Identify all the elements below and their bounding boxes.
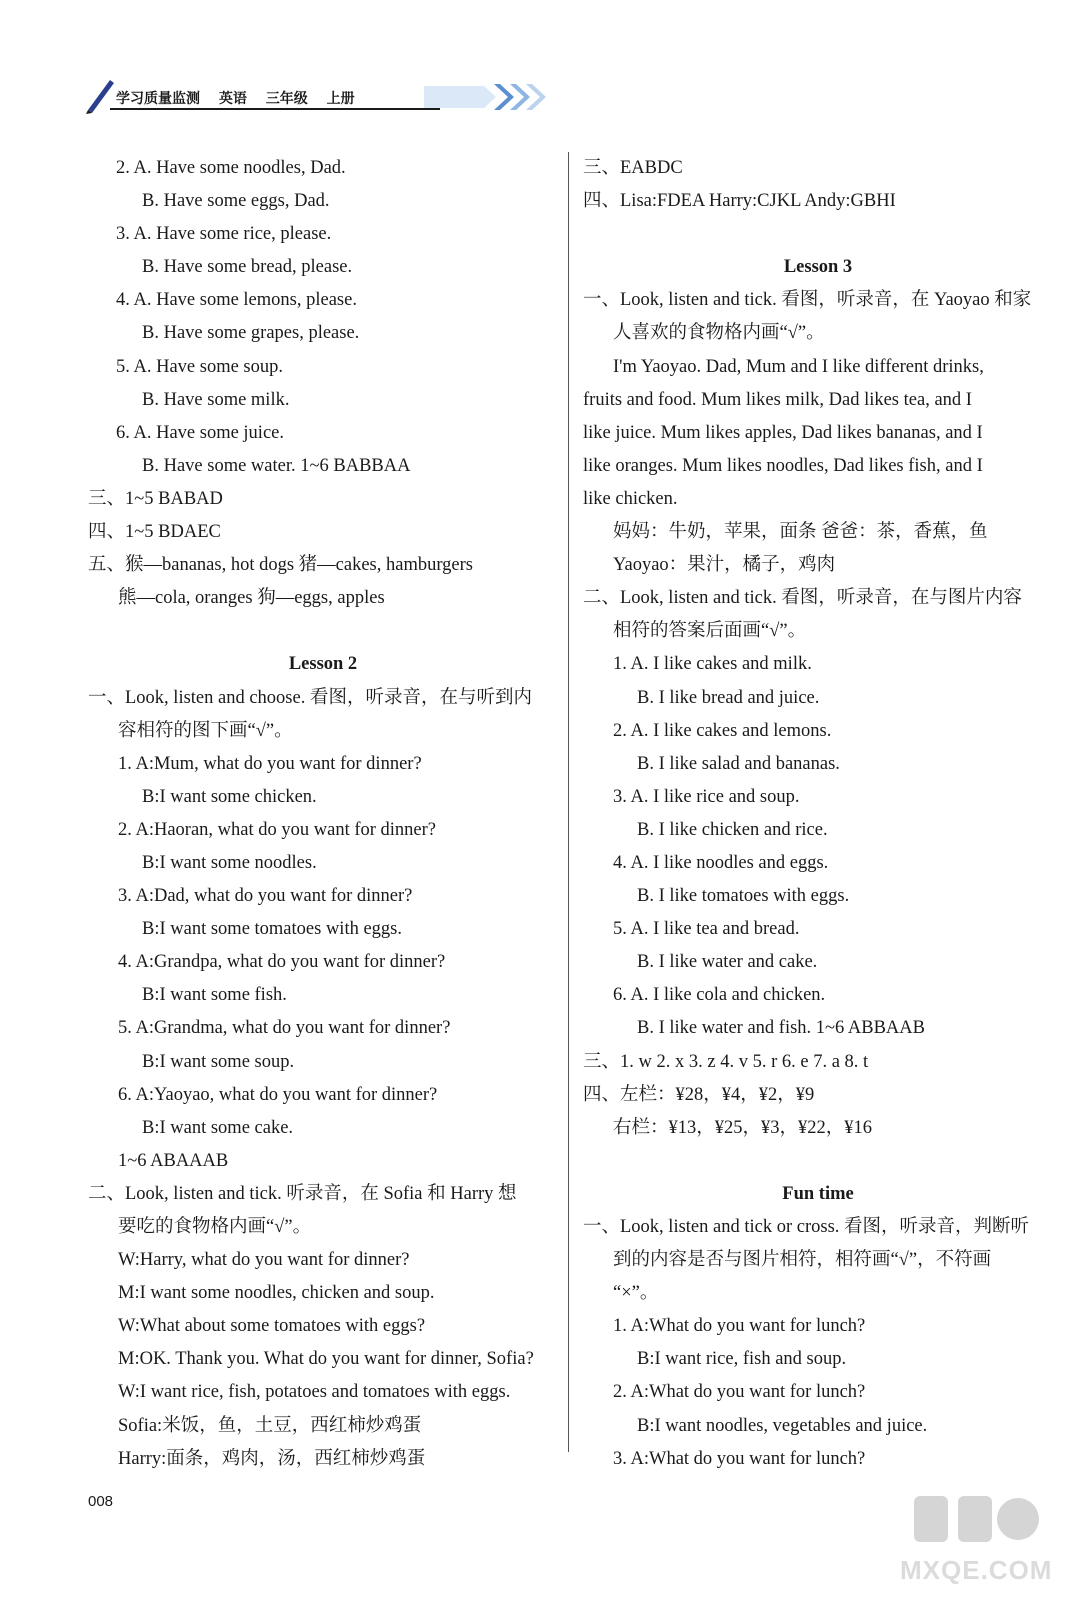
answer-line: like juice. Mum likes apples, Dad likes bananas, and I bbox=[583, 422, 983, 443]
answer-line: B. Have some eggs, Dad. bbox=[142, 191, 330, 212]
header-series: 学习质量监测 bbox=[116, 91, 200, 107]
chevron-arrows-icon bbox=[424, 80, 584, 114]
answer-line: 3. A:Dad, what do you want for dinner? bbox=[118, 886, 413, 907]
answer-line: “×”。 bbox=[613, 1283, 659, 1304]
answer-line: 四、左栏：¥28，¥4，¥2，¥9 bbox=[583, 1084, 815, 1105]
answer-line: 6. A. Have some juice. bbox=[116, 422, 284, 443]
lesson-heading: Lesson 2 bbox=[288, 654, 358, 675]
answer-line: B. I like salad and bananas. bbox=[637, 753, 840, 774]
watermark-glyph-icon bbox=[910, 1490, 1040, 1550]
answer-line: B. Have some grapes, please. bbox=[142, 323, 360, 344]
answer-line: B. Have some bread, please. bbox=[142, 257, 353, 278]
answer-line: B:I want some cake. bbox=[142, 1117, 294, 1138]
page-number: 008 bbox=[88, 1493, 114, 1510]
answer-line: B. I like water and cake. bbox=[637, 952, 818, 973]
answer-line: 2. A:What do you want for lunch? bbox=[613, 1382, 866, 1403]
answer-line: 三、1. w 2. x 3. z 4. v 5. r 6. e 7. a 8. t bbox=[583, 1051, 869, 1072]
watermark-logo bbox=[900, 1490, 1053, 1590]
answer-line: B. Have some milk. bbox=[142, 389, 290, 410]
answer-line: B. I like tomatoes with eggs. bbox=[637, 886, 850, 907]
header-underline bbox=[110, 108, 440, 110]
answer-line: B:I want noodles, vegetables and juice. bbox=[637, 1415, 928, 1436]
column-divider bbox=[568, 152, 569, 1452]
answer-line: 四、1~5 BDAEC bbox=[88, 522, 221, 543]
answer-line: W:Harry, what do you want for dinner? bbox=[118, 1250, 410, 1271]
answer-line: 2. A. Have some noodles, Dad. bbox=[116, 158, 346, 178]
answer-line: 5. A:Grandma, what do you want for dinner? bbox=[118, 1018, 451, 1039]
answer-line: 4. A:Grandpa, what do you want for dinner? bbox=[118, 952, 446, 973]
answer-line: 2. A. I like cakes and lemons. bbox=[613, 720, 832, 741]
answer-line: W:I want rice, fish, potatoes and tomatoes with eggs. bbox=[118, 1382, 511, 1403]
answer-line: B:I want some chicken. bbox=[142, 786, 317, 807]
answer-line: B. I like bread and juice. bbox=[637, 687, 820, 708]
answer-line: 1~6 ABAAAB bbox=[118, 1150, 229, 1171]
answer-line: 4. A. Have some lemons, please. bbox=[116, 290, 357, 311]
answer-line: 四、Lisa:FDEA Harry:CJKL Andy:GBHI bbox=[583, 191, 896, 212]
header-title bbox=[116, 88, 369, 108]
answer-line: Sofia:米饭，鱼，土豆，西红柿炒鸡蛋 bbox=[118, 1415, 422, 1436]
answer-line: M:I want some noodles, chicken and soup. bbox=[118, 1283, 435, 1304]
answer-column-left bbox=[88, 152, 558, 1476]
answer-line: 1. A:What do you want for lunch? bbox=[613, 1316, 866, 1337]
answer-line: B:I want some tomatoes with eggs. bbox=[142, 919, 402, 940]
answer-line: 右栏：¥13，¥25，¥3，¥22，¥16 bbox=[613, 1117, 873, 1138]
answer-line: B:I want some noodles. bbox=[142, 852, 317, 873]
answer-line: 一、Look, listen and choose. 看图，听录音，在与听到内 bbox=[88, 687, 532, 708]
answer-line: 三、1~5 BABAD bbox=[88, 488, 223, 509]
answer-line: 4. A. I like noodles and eggs. bbox=[613, 852, 829, 873]
answer-line: 妈妈：牛奶，苹果，面条 爸爸：茶，香蕉，鱼 bbox=[613, 522, 988, 543]
answer-line: B:I want rice, fish and soup. bbox=[637, 1349, 847, 1370]
answer-line: like oranges. Mum likes noodles, Dad likes fish, and I bbox=[583, 455, 983, 476]
answer-line: 1. A:Mum, what do you want for dinner? bbox=[118, 753, 422, 774]
answer-line: B. I like water and fish. 1~6 ABBAAB bbox=[637, 1018, 925, 1039]
answer-line: 一、Look, listen and tick. 看图，听录音，在 Yaoyao 和家 bbox=[583, 290, 1032, 311]
answer-line: 6. A. I like cola and chicken. bbox=[613, 985, 826, 1006]
answer-line: fruits and food. Mum likes milk, Dad likes tea, and I bbox=[583, 389, 972, 410]
lesson-heading: Fun time bbox=[782, 1183, 854, 1204]
watermark-text: MXQE.COM bbox=[900, 1555, 1053, 1585]
page-header bbox=[84, 74, 504, 118]
answer-column-right bbox=[583, 152, 1053, 1476]
answer-line: 一、Look, listen and tick or cross. 看图，听录音，判断听 bbox=[583, 1217, 1030, 1237]
answer-line: like chicken. bbox=[583, 488, 678, 509]
answer-line: B:I want some soup. bbox=[142, 1051, 295, 1072]
answer-line: 相符的答案后面画“√”。 bbox=[613, 621, 807, 642]
blank-line bbox=[583, 1145, 1053, 1178]
answer-line: W:What about some tomatoes with eggs? bbox=[118, 1316, 426, 1337]
answer-line: 五、猴—bananas, hot dogs 猪—cakes, hamburgers bbox=[88, 555, 474, 576]
answer-line: 二、Look, listen and tick. 听录音，在 Sofia 和 Harry 想 bbox=[88, 1183, 517, 1204]
answer-line: 容相符的图下画“√”。 bbox=[118, 720, 293, 741]
lesson-heading: Lesson 3 bbox=[783, 257, 853, 278]
answer-line: 二、Look, listen and tick. 看图，听录音，在与图片内容 bbox=[583, 588, 1022, 609]
answer-line: 1. A. I like cakes and milk. bbox=[613, 654, 812, 675]
header-volume: 上册 bbox=[326, 91, 355, 107]
answer-line: M:OK. Thank you. What do you want for dinner, Sofia? bbox=[118, 1349, 534, 1370]
blank-line bbox=[88, 615, 558, 648]
answer-line: 三、EABDC bbox=[583, 158, 683, 178]
answer-line: Harry:面条，鸡肉，汤，西红柿炒鸡蛋 bbox=[118, 1448, 426, 1469]
answer-line: 熊—cola, oranges 狗—eggs, apples bbox=[118, 588, 385, 609]
answer-line: Yaoyao：果汁，橘子，鸡肉 bbox=[613, 555, 836, 576]
answer-line: 2. A:Haoran, what do you want for dinner? bbox=[118, 819, 437, 840]
answer-line: 5. A. I like tea and bread. bbox=[613, 919, 800, 940]
answer-line: 3. A. Have some rice, please. bbox=[116, 224, 332, 245]
answer-line: B. I like chicken and rice. bbox=[637, 819, 828, 840]
answer-line: B. Have some water. 1~6 BABBAA bbox=[142, 455, 411, 476]
answer-line: 人喜欢的食物格内画“√”。 bbox=[613, 323, 825, 344]
blank-line bbox=[583, 218, 1053, 251]
answer-line: 要吃的食物格内画“√”。 bbox=[118, 1217, 312, 1237]
answer-line: 6. A:Yaoyao, what do you want for dinner? bbox=[118, 1084, 438, 1105]
answer-line: B:I want some fish. bbox=[142, 985, 287, 1006]
header-subject: 英语 bbox=[218, 91, 247, 107]
answer-line: 到的内容是否与图片相符，相符画“√”，不符画 bbox=[613, 1250, 992, 1271]
answer-line: 3. A. I like rice and soup. bbox=[613, 786, 800, 807]
answer-line: 5. A. Have some soup. bbox=[116, 356, 283, 377]
header-grade: 三年级 bbox=[265, 91, 308, 107]
answer-line: I'm Yaoyao. Dad, Mum and I like different drinks, bbox=[613, 356, 984, 377]
answer-line: 3. A:What do you want for lunch? bbox=[613, 1448, 866, 1469]
